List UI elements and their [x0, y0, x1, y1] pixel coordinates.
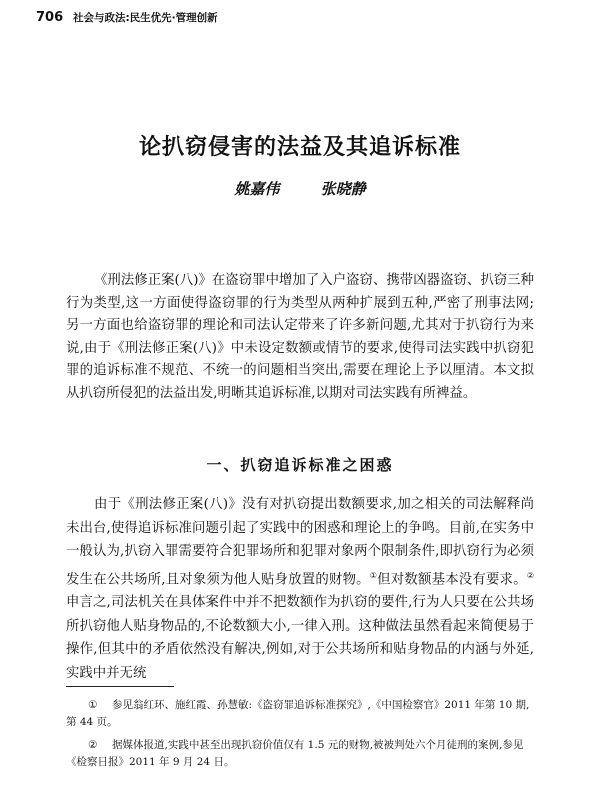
body-text: 由于《刑法修正案(八)》没有对扒窃提出数额要求,加之相关的司法解释尚未出台,使得追诉标准问题引起了实践中的困惑和理论上的争鸣。目前,在实务中一般认为,扒窃入罪需要符合犯罪场所和犯罪对象两个限制条件,即扒窃行为必须发生在公共场所,且对象须为他人贴身放置的财物。: [66, 497, 534, 587]
footnote: [66, 697, 534, 731]
article-title: 论扒窃侵害的法益及其追诉标准: [138, 134, 461, 160]
footnote-divider: [66, 686, 174, 687]
authors: [0, 178, 600, 199]
footnote-ref: ①: [369, 570, 378, 580]
footnote-ref: ②: [526, 570, 534, 580]
footnote-mark: ①: [88, 699, 98, 711]
page-number: 706: [36, 10, 64, 25]
author-name: 姚嘉伟: [234, 180, 280, 198]
body-paragraph: [66, 493, 534, 685]
footnote-mark: ②: [88, 739, 98, 751]
abstract-paragraph: 《刑法修正案(八)》在盗窃罪中增加了入户盗窃、携带凶器盗窃、扒窃三种行为类型,这一方面使得盗窃罪的行为类型从两种扩展到五种,严密了刑事法网;另一方面也给盗窃罪的理论和司法认定带来了许多新问题,尤其对于扒窃行为来说,由于《刑法修正案(八)》中未设定数额或情节的要求,使得司法实践中扒窃犯罪的追诉标准不规范、不统一的问题相当突出,需要在理论上予以厘清。本文拟从扒窃所侵犯的法益出发,明晰其追诉标准,以期对司法实践有所裨益。: [66, 273, 534, 401]
footnote-text: 参见翁红环、施红霞、孙慧敏:《盗窃罪追诉标准探究》,《中国检察官》2011 年第 10 期,第 44 页。: [66, 699, 530, 728]
footnote: [66, 737, 534, 771]
body-text: 申言之,司法机关在具体案件中并不把数额作为扒窃的要件,行为人只要在公共场所扒窃他人贴身物品的,不论数额大小,一律入刑。这种做法虽然看起来简便易于操作,但其中的矛盾依然没有解决,例如,对于公共场所和贴身物品的内涵与外延,实践中并无统: [66, 595, 534, 681]
section-heading: 一、扒窃追诉标准之困惑: [206, 456, 394, 474]
running-header: [36, 10, 218, 25]
body-text: 但对数额基本没有要求。: [377, 571, 527, 587]
journal-title: 社会与政法:民生优先·管理创新: [72, 12, 218, 24]
author-name: 张晓静: [320, 180, 366, 198]
footnote-text: 据媒体报道,实践中甚至出现扒窃价值仅有 1.5 元的财物,被被判处六个月徒刑的案例,参见《检察日报》2011 年 9 月 24 日。: [66, 739, 524, 768]
